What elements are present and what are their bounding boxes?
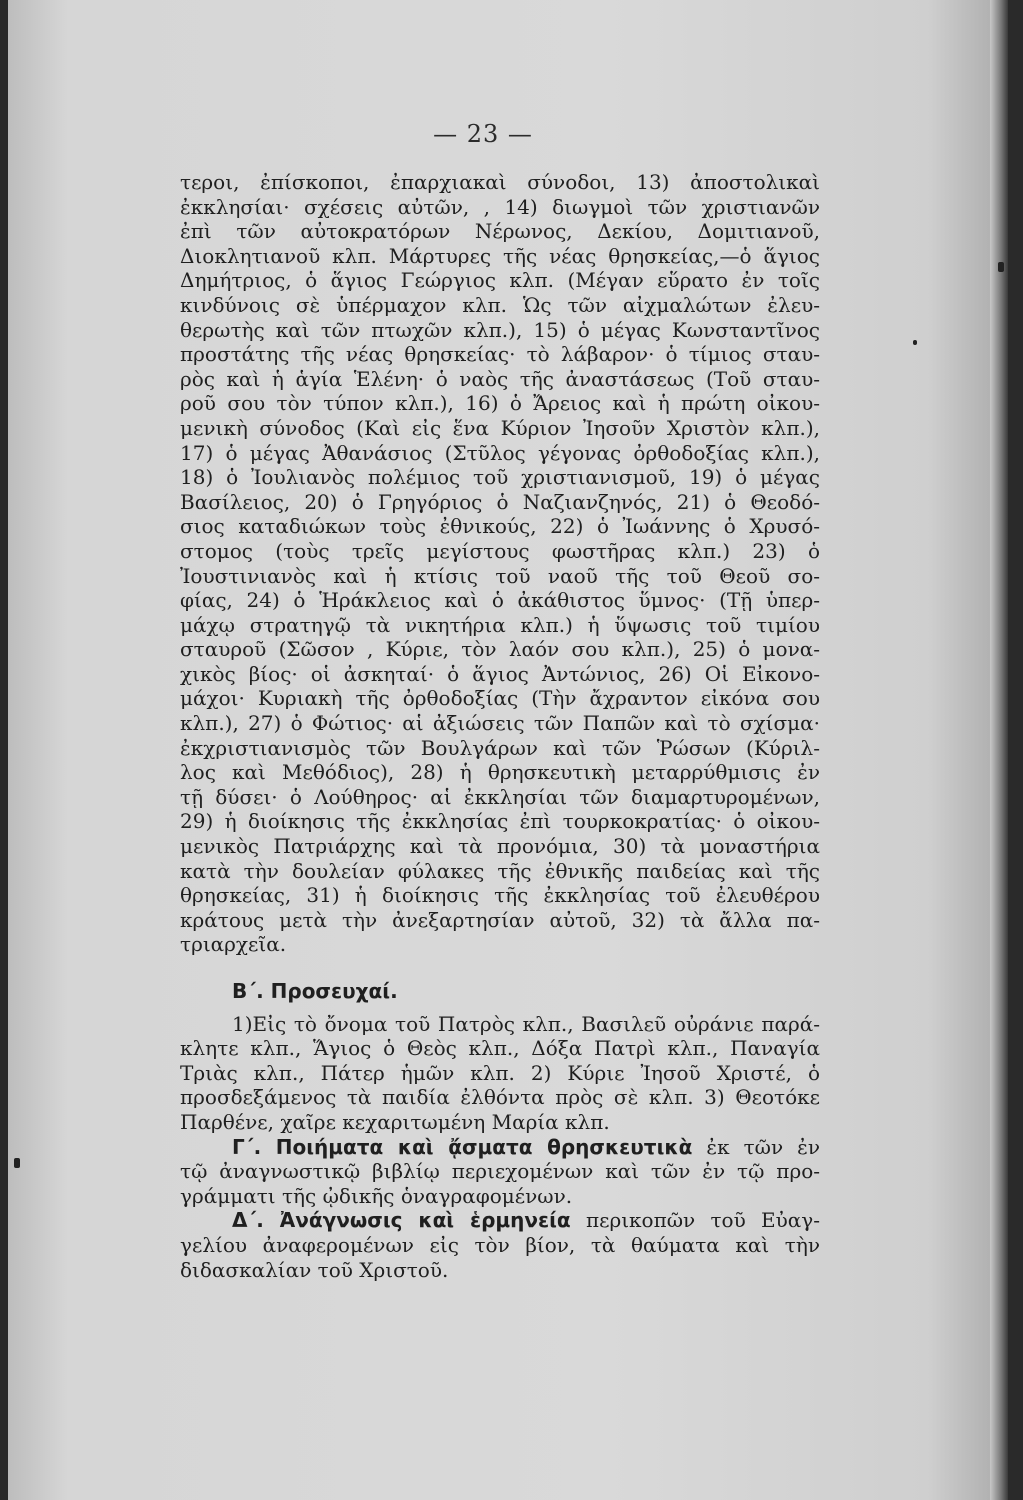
text-line: 17) ὁ μέγας Ἀθανάσιος (Στῦλος γέγονας ὀρθοδοξίας κλπ.), <box>180 440 820 465</box>
text-line: τεροι, ἐπίσκοποι, ἐπαρχιακαὶ σύνοδοι, 13) ἀποστολικαὶ <box>180 170 820 194</box>
text-line: σταυροῦ (Σῶσον , Κύριε, τὸν λαόν σου κλπ.), 25) ὁ μονα- <box>180 637 820 662</box>
section-g-text <box>180 1159 820 1208</box>
margin-dot <box>913 340 917 345</box>
text-line: κλητε κλπ., Ἅγιος ὁ Θεὸς κλπ., Δόξα Πατρὶ κλπ., Παναγία <box>180 1036 820 1061</box>
section-d-first-line <box>180 1208 820 1233</box>
text-line: μάχοι· Κυριακὴ τῆς ὀρθοδοξίας (Τὴν ἄχραντον εἰκόνα σου <box>180 686 820 711</box>
text-line: χικὸς βίος· οἱ ἀσκηταί· ὁ ἅγιος Ἀντώνιος, 26) Οἱ Εἰκονο- <box>180 661 820 686</box>
section-g-first-rest: ἐκ τῶν ἐν <box>692 1134 820 1159</box>
text-line: προσδεξάμενος τὰ παιδία ἐλθόντα πρὸς σὲ κλπ. 3) Θεοτόκε <box>180 1085 820 1110</box>
text-line: γράμματι τῆς ᾠδικῆς ὁναγραφομένων. <box>180 1183 573 1208</box>
text-line: Δημήτριος, ὁ ἅγιος Γεώργιος κλπ. (Μέγαν εὕρατο ἐν τοῖς <box>180 268 820 293</box>
text-line: 1)Εἰς τὸ ὄνομα τοῦ Πατρὸς κλπ., Βασιλεῦ οὐράνιε παρά- <box>232 1011 820 1036</box>
page-body <box>180 170 820 1282</box>
text-line: στομος (τοὺς τρεῖς μεγίστους φωστῆρας κλπ.) 23) ὁ <box>180 538 820 563</box>
text-line: γελίου ἀναφερομένων εἰς τὸν βίον, τὰ θαύματα καὶ τὴν <box>180 1232 820 1257</box>
page-edge-shadow <box>990 0 1008 1500</box>
text-line: ἐκχριστιανισμὸς τῶν Βουλγάρων καὶ τῶν Ῥώσων (Κύριλ- <box>180 735 820 760</box>
text-line: Ἰουστινιανὸς καὶ ἡ κτίσις τοῦ ναοῦ τῆς τοῦ Θεοῦ σο- <box>180 563 820 588</box>
paragraph-main <box>180 170 820 957</box>
text-line: μενικὸς Πατριάρχης καὶ τὰ προνόμια, 30) τὰ μοναστήρια <box>180 834 820 859</box>
text-line: κράτους μετὰ τὴν ἀνεξαρτησίαν αὐτοῦ, 32) τὰ ἄλλα πα- <box>180 907 820 932</box>
section-g-heading: Γ΄. Ποιήματα καὶ ᾄσματα θρησκευτικὰ <box>232 1134 693 1159</box>
text-line: 29) ἡ διοίκησις τῆς ἐκκλησίας ἐπὶ τουρκοκρατίας· ὁ οἰκου- <box>180 809 820 834</box>
text-line: προστάτης τῆς νέας θρησκείας· τὸ λάβαρον· ὁ τίμιος σταυ- <box>180 342 820 367</box>
text-line: μάχῳ στρατηγῷ τὰ νικητήρια κλπ.) ἡ ὕψωσις τοῦ τιμίου <box>180 612 820 637</box>
text-line: θρησκείας, 31) ἡ διοίκησις τῆς ἐκκλησίας τοῦ ἐλευθέρου <box>180 883 820 908</box>
text-line: Παρθένε, χαῖρε κεχαριτωμένη Μαρία κλπ. <box>180 1109 610 1134</box>
text-line: λος καὶ Μεθόδιος), 28) ἡ θρησκευτικὴ μεταρρύθμισις ἐν <box>180 760 820 785</box>
section-g-first-line <box>180 1135 820 1160</box>
text-line: σιος καταδιώκων τοὺς ἐθνικούς, 22) ὁ Ἰωάννης ὁ Χρυσό- <box>180 514 820 539</box>
book-page <box>8 0 1008 1500</box>
text-line: ἐκκλησίαι· σχέσεις αὐτῶν, , 14) διωγμοὶ τῶν χριστιανῶν <box>180 194 820 219</box>
text-line: τῇ δύσει· ὁ Λούθηρος· αἱ ἐκκλησίαι τῶν διαμαρτυρομένων, <box>180 784 820 809</box>
text-line: τριαρχεῖα. <box>180 932 287 957</box>
text-line: κατὰ τὴν δουλείαν φύλακες τῆς ἐθνικῆς παιδείας καὶ τῆς <box>180 858 820 883</box>
text-line: φίας, 24) ὁ Ἡράκλειος καὶ ὁ ἀκάθιστος ὕμνος· (Τῇ ὑπερ- <box>180 588 820 613</box>
text-line: Τριὰς κλπ., Πάτερ ἡμῶν κλπ. 2) Κύριε Ἰησοῦ Χριστέ, ὁ <box>180 1060 820 1085</box>
text-line: μενικὴ σύνοδος (Καὶ εἰς ἕνα Κύριον Ἰησοῦν Χριστὸν κλπ.), <box>180 415 820 440</box>
text-line: ρὸς καὶ ἡ ἁγία Ἑλένη· ὁ ναὸς τῆς ἀναστάσεως (Τοῦ σταυ- <box>180 366 820 391</box>
section-d-heading: Δ΄. Ἀνάγνωσις καὶ ἑρμηνεία <box>232 1208 571 1233</box>
text-line: κινδύνοις σὲ ὑπέρμαχον κλπ. Ὡς τῶν αἰχμαλώτων ἐλευ- <box>180 292 820 317</box>
text-line: ἐπὶ τῶν αὐτοκρατόρων Νέρωνος, Δεκίου, Δομιτιανοῦ, <box>180 219 820 244</box>
text-line: διδασκαλίαν τοῦ Χριστοῦ. <box>180 1257 449 1282</box>
section-b-heading: Β΄. Προσευχαί. <box>232 979 398 1003</box>
text-line: κλπ.), 27) ὁ Φώτιος· αἱ ἀξιώσεις τῶν Παπῶν καὶ τὸ σχίσμα· <box>180 711 820 736</box>
section-d-first-rest: περικοπῶν τοῦ Εὐαγ- <box>570 1208 820 1233</box>
text-line: ροῦ σου τὸν τύπον κλπ.), 16) ὁ Ἄρειος καὶ ἡ πρώτη οἰκου- <box>180 391 820 416</box>
text-line: θερωτὴς καὶ τῶν πτωχῶν κλπ.), 15) ὁ μέγας Κωνσταντῖνος <box>180 317 820 342</box>
margin-mark <box>14 1158 20 1168</box>
margin-mark <box>998 262 1004 272</box>
section-b-text <box>180 1012 820 1135</box>
text-line: τῷ ἀναγνωστικῷ βιβλίῳ περιεχομένων καὶ τῶν ἐν τῷ προ- <box>180 1159 820 1184</box>
text-line: 18) ὁ Ἰουλιανὸς πολέμιος τοῦ χριστιανισμοῦ, 19) ὁ μέγας <box>180 465 820 490</box>
text-line: Διοκλητιανοῦ κλπ. Μάρτυρες τῆς νέας θρησκείας,—ὁ ἅγιος <box>180 243 820 268</box>
section-d-text <box>180 1233 820 1282</box>
page-number: — 23 — <box>433 120 533 148</box>
text-line: Βασίλειος, 20) ὁ Γρηγόριος ὁ Ναζιανζηνός, 21) ὁ Θεοδό- <box>180 489 820 514</box>
